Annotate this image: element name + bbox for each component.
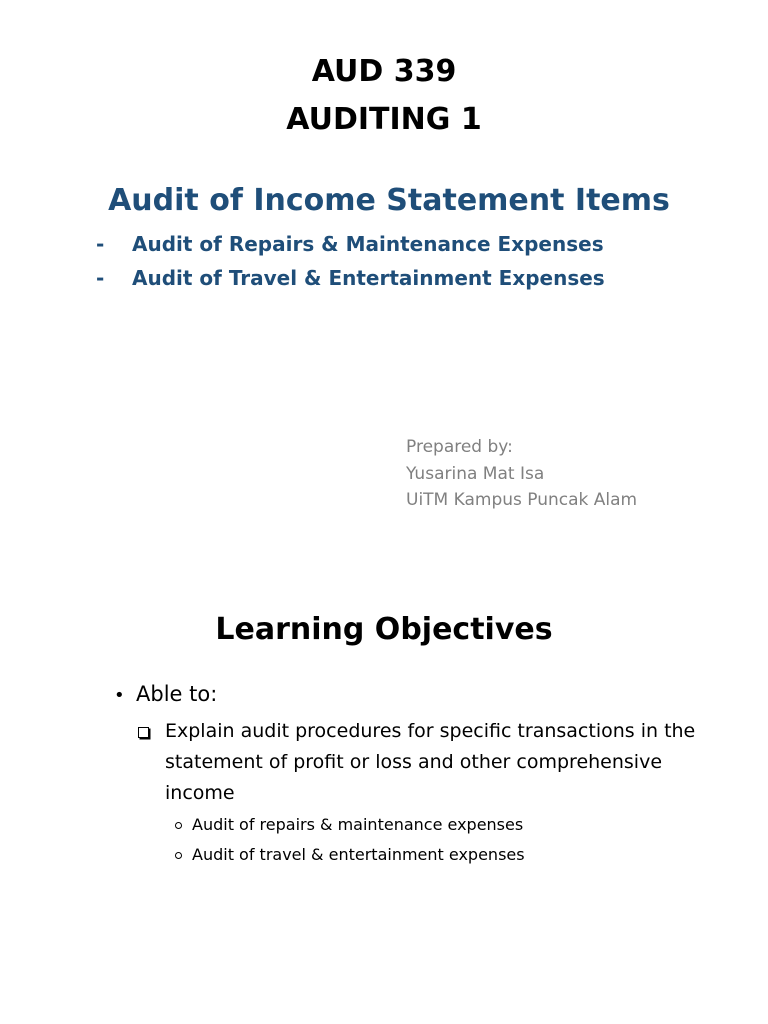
subtopic-text: Audit of Repairs & Maintenance Expenses [132,232,604,256]
hollow-circle-icon [175,852,182,859]
main-topic-heading: Audit of Income Statement Items [108,183,670,218]
prepared-by-label: Prepared by: [406,437,513,457]
bullet-dot-icon: • [114,685,125,706]
shadowed-square-icon [138,727,149,738]
objective-level2-text: Explain audit procedures for specific transactions in the statement of profit or loss and other comprehensive income [165,720,696,804]
slide-title: Learning Objectives [215,612,553,647]
objective-level3-text: Audit of travel & entertainment expenses [192,845,525,864]
hollow-circle-icon [175,822,182,829]
objective-level3-text: Audit of repairs & maintenance expenses [192,815,524,834]
subtopic-item [96,230,604,258]
dash-bullet: - [96,266,105,290]
objective-level1-item [114,678,217,712]
objective-level1-text: Able to: [136,682,218,706]
subtopic-text: Audit of Travel & Entertainment Expenses [132,266,605,290]
credits-block [406,434,637,514]
subtopic-item [96,264,605,292]
dash-bullet: - [96,232,105,256]
objective-level3-item [175,843,525,867]
objective-level2-item [138,716,698,809]
course-code: AUD 339 [311,54,457,89]
institution-name: UiTM Kampus Puncak Alam [406,490,638,510]
author-name: Yusarina Mat Isa [406,463,545,484]
course-name: AUDITING 1 [286,102,482,137]
objective-level3-item [175,813,523,837]
